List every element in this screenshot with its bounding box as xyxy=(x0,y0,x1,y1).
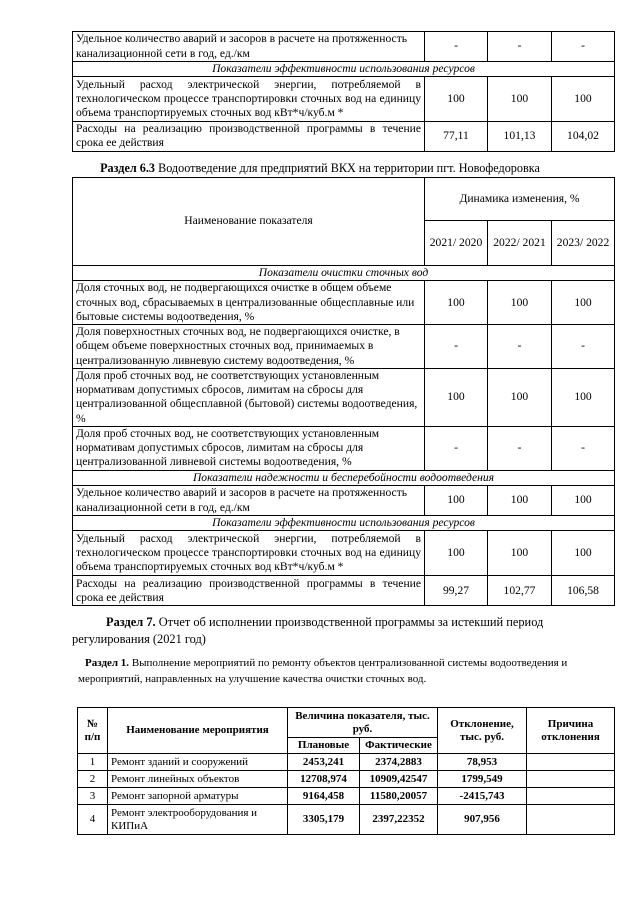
table-row xyxy=(73,325,615,369)
deviation-header: Отклонение, тыс. руб. xyxy=(438,708,527,754)
actual-value: 2374,2883 xyxy=(360,754,438,771)
row-number: 1 xyxy=(78,754,108,771)
indicator-value: 101,13 xyxy=(488,122,552,151)
indicator-name-header: Наименование показателя xyxy=(73,178,425,266)
indicator-value: 77,11 xyxy=(425,122,488,151)
table-row xyxy=(73,531,615,576)
planned-header: Плановые xyxy=(288,738,360,754)
indicator-value: 104,02 xyxy=(552,122,615,151)
row-number: 4 xyxy=(78,805,108,835)
section-7-heading xyxy=(72,614,614,647)
measure-name: Ремонт линейных объектов xyxy=(108,771,288,788)
planned-value: 3305,179 xyxy=(288,805,360,835)
table-row xyxy=(73,576,615,606)
num-header: № п/п xyxy=(78,708,108,754)
indicator-value: - xyxy=(488,325,552,369)
section-number: Раздел 7. xyxy=(106,615,156,629)
table-header-row xyxy=(73,178,615,221)
indicator-value: 100 xyxy=(552,368,615,426)
indicator-value: - xyxy=(488,32,552,62)
indicator-name: Удельный расход электрической энергии, потребляемой в технологическом процессе транспортировки сточных вод на единицу объема транспортируемых сточных вод кВт*ч/куб.м * xyxy=(73,531,425,576)
planned-value: 2453,241 xyxy=(288,754,360,771)
section-label: Показатели надежности и бесперебойности водоотведения xyxy=(73,470,615,485)
indicator-value: 99,27 xyxy=(425,576,488,606)
section-number: Раздел 6.3 xyxy=(100,161,156,175)
table-section-row xyxy=(73,516,615,531)
indicator-value: 100 xyxy=(488,77,552,122)
section-number: Раздел 1. xyxy=(85,657,130,669)
indicator-value: 100 xyxy=(425,486,488,516)
year-header: 2021/ 2020 xyxy=(425,221,488,266)
table-section-row xyxy=(73,470,615,485)
indicator-name: Расходы на реализацию производственной программы в течение срока ее действия xyxy=(73,122,425,151)
section-title: Отчет об исполнении производственной программы за истекший период регулирования (2021 год) xyxy=(72,615,544,646)
indicator-value: 100 xyxy=(552,486,615,516)
actual-value: 11580,20057 xyxy=(360,788,438,805)
indicator-value: - xyxy=(425,426,488,470)
table-row xyxy=(73,486,615,516)
deviation-reason xyxy=(527,805,615,835)
deviation-reason xyxy=(527,754,615,771)
indicator-name: Доля проб сточных вод, не соответствующих установленным нормативам допустимых сбросов, лимитам на сбросы для централизованной общесплавной (бытовой) системы водоотведения, % xyxy=(73,368,425,426)
row-number: 2 xyxy=(78,771,108,788)
indicator-value: 100 xyxy=(488,368,552,426)
indicator-name: Удельное количество аварий и засоров в расчете на протяженность канализационной сети в год, ед./км xyxy=(73,486,425,516)
indicator-value: - xyxy=(552,426,615,470)
table-section-row xyxy=(73,266,615,281)
indicator-value: 100 xyxy=(488,486,552,516)
indicator-value: 100 xyxy=(552,77,615,122)
planned-value: 12708,974 xyxy=(288,771,360,788)
indicator-value: 102,77 xyxy=(488,576,552,606)
indicator-value: - xyxy=(425,325,488,369)
indicator-name: Доля сточных вод, не подвергающихся очистке в общем объеме сточных вод, сбрасываемых в централизованные общесплавные или бытовые системы водоотведения, % xyxy=(73,281,425,325)
indicator-value: 100 xyxy=(425,531,488,576)
section-6-3-caption xyxy=(0,161,640,176)
table-row xyxy=(73,122,615,151)
table-row xyxy=(73,368,615,426)
deviation-reason xyxy=(527,771,615,788)
planned-value: 9164,458 xyxy=(288,788,360,805)
table-row xyxy=(78,788,615,805)
indicator-value: 100 xyxy=(425,77,488,122)
indicators-table-continued xyxy=(72,31,615,152)
indicator-value: 100 xyxy=(425,281,488,325)
indicator-value: - xyxy=(552,32,615,62)
section-label: Показатели очистки сточных вод xyxy=(73,266,615,281)
indicator-value: - xyxy=(425,32,488,62)
actual-value: 10909,42547 xyxy=(360,771,438,788)
table-row xyxy=(78,754,615,771)
table-row xyxy=(73,32,615,62)
repair-report-table xyxy=(77,707,615,835)
actual-value: 2397,22352 xyxy=(360,805,438,835)
section-label: Показатели эффективности использования ресурсов xyxy=(73,516,615,531)
table-row xyxy=(78,805,615,835)
indicator-value: - xyxy=(552,325,615,369)
section-title: Водоотведение для предприятий ВКХ на территории пгт. Новофедоровка xyxy=(155,161,540,175)
deviation-value: -2415,743 xyxy=(438,788,527,805)
indicator-value: 100 xyxy=(488,281,552,325)
deviation-reason xyxy=(527,788,615,805)
indicator-value: 106,58 xyxy=(552,576,615,606)
measure-name: Ремонт электрооборудования и КИПиА xyxy=(108,805,288,835)
indicator-value: 100 xyxy=(552,531,615,576)
indicator-value: 100 xyxy=(425,368,488,426)
indicator-name: Доля проб сточных вод, не соответствующих установленным нормативам допустимых сбросов, лимитам на сбросы для централизованной ливневой системы водоотведения, % xyxy=(73,426,425,470)
indicator-name: Удельный расход электрической энергии, потребляемой в технологическом процессе транспортировки сточных вод на единицу объема транспортируемых сточных вод кВт*ч/куб.м * xyxy=(73,77,425,122)
indicator-name: Расходы на реализацию производственной программы в течение срока ее действия xyxy=(73,576,425,606)
section-title: Выполнение мероприятий по ремонту объектов централизованной системы водоотведения и мероприятий, направленных на улучшение качества очистки сточных вод. xyxy=(78,657,568,685)
measure-name: Ремонт запорной арматуры xyxy=(108,788,288,805)
year-header: 2023/ 2022 xyxy=(552,221,615,266)
deviation-value: 78,953 xyxy=(438,754,527,771)
deviation-value: 907,956 xyxy=(438,805,527,835)
indicator-value: 100 xyxy=(488,531,552,576)
actual-header: Фактические xyxy=(360,738,438,754)
dynamics-header: Динамика изменения, % xyxy=(425,178,615,221)
row-number: 3 xyxy=(78,788,108,805)
section-1-paragraph xyxy=(78,656,614,687)
measure-name: Ремонт зданий и сооружений xyxy=(108,754,288,771)
indicator-name: Удельное количество аварий и засоров в расчете на протяженность канализационной сети в год, ед./км xyxy=(73,32,425,62)
indicator-value: 100 xyxy=(552,281,615,325)
value-header: Величина показателя, тыс. руб. xyxy=(288,708,438,738)
table-section-row xyxy=(73,62,615,77)
reason-header: Причина отклонения xyxy=(527,708,615,754)
measure-name-header: Наименование мероприятия xyxy=(108,708,288,754)
table-row xyxy=(73,77,615,122)
section-label: Показатели эффективности использования ресурсов xyxy=(73,62,615,77)
indicators-table xyxy=(72,177,615,606)
year-header: 2022/ 2021 xyxy=(488,221,552,266)
indicator-name: Доля поверхностных сточных вод, не подвергающихся очистке, в общем объеме поверхностных сточных вод, принимаемых в централизованную ливневую систему водоотведения, % xyxy=(73,325,425,369)
indicator-value: - xyxy=(488,426,552,470)
deviation-value: 1799,549 xyxy=(438,771,527,788)
table-row xyxy=(73,426,615,470)
table-row xyxy=(78,771,615,788)
table-row xyxy=(73,281,615,325)
table-header-row xyxy=(78,708,615,738)
